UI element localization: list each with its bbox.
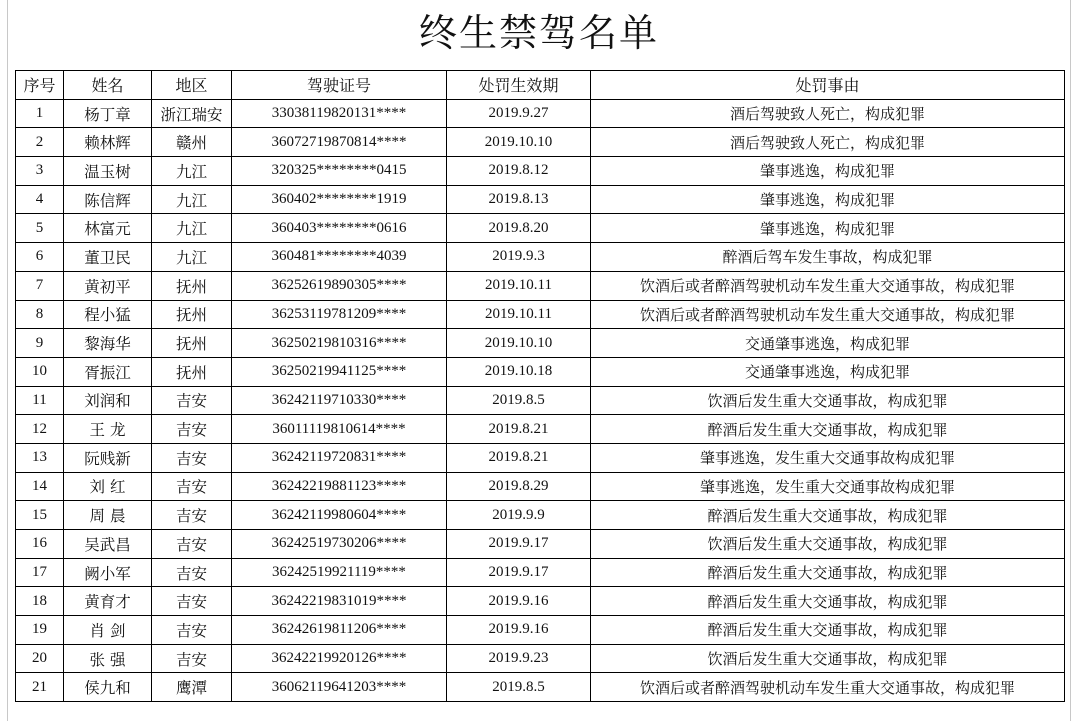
row-index: 7 xyxy=(16,271,64,300)
row-effective-date: 2019.8.13 xyxy=(447,185,591,214)
row-effective-date: 2019.8.5 xyxy=(447,673,591,702)
row-region: 吉安 xyxy=(152,501,232,530)
row-region: 抚州 xyxy=(152,357,232,386)
row-effective-date: 2019.10.11 xyxy=(447,271,591,300)
row-region: 吉安 xyxy=(152,530,232,559)
row-name: 董卫民 xyxy=(64,243,152,272)
row-region: 九江 xyxy=(152,243,232,272)
table-row xyxy=(16,128,1065,157)
row-reason: 酒后驾驶致人死亡，构成犯罪 xyxy=(591,128,1065,157)
row-license-number: 36242219881123**** xyxy=(232,472,447,501)
row-effective-date: 2019.9.16 xyxy=(447,616,591,645)
row-reason: 交通肇事逃逸，构成犯罪 xyxy=(591,329,1065,358)
row-license-number: 36011119810614**** xyxy=(232,415,447,444)
table-row xyxy=(16,357,1065,386)
row-index: 4 xyxy=(16,185,64,214)
row-effective-date: 2019.8.12 xyxy=(447,157,591,186)
row-reason: 饮酒后发生重大交通事故，构成犯罪 xyxy=(591,644,1065,673)
table-row xyxy=(16,644,1065,673)
column-header-reason: 处罚事由 xyxy=(591,71,1065,100)
row-name: 阙小军 xyxy=(64,558,152,587)
row-license-number: 36072719870814**** xyxy=(232,128,447,157)
row-license-number: 36242119720831**** xyxy=(232,443,447,472)
row-region: 鹰潭 xyxy=(152,673,232,702)
row-reason: 饮酒后或者醉酒驾驶机动车发生重大交通事故，构成犯罪 xyxy=(591,300,1065,329)
table-row xyxy=(16,501,1065,530)
row-region: 吉安 xyxy=(152,587,232,616)
table-row xyxy=(16,214,1065,243)
row-effective-date: 2019.8.21 xyxy=(447,443,591,472)
row-name: 陈信辉 xyxy=(64,185,152,214)
row-name: 黎海华 xyxy=(64,329,152,358)
row-index: 12 xyxy=(16,415,64,444)
row-region: 赣州 xyxy=(152,128,232,157)
table-header-row xyxy=(16,71,1065,100)
driving-ban-table xyxy=(15,70,1065,702)
row-license-number: 36242519921119**** xyxy=(232,558,447,587)
table-row xyxy=(16,386,1065,415)
row-region: 抚州 xyxy=(152,271,232,300)
row-license-number: 360402********1919 xyxy=(232,185,447,214)
row-reason: 醉酒后发生重大交通事故，构成犯罪 xyxy=(591,558,1065,587)
table-row xyxy=(16,587,1065,616)
row-effective-date: 2019.9.16 xyxy=(447,587,591,616)
row-license-number: 36242519730206**** xyxy=(232,530,447,559)
row-reason: 醉酒后发生重大交通事故，构成犯罪 xyxy=(591,415,1065,444)
row-effective-date: 2019.9.27 xyxy=(447,99,591,128)
row-reason: 醉酒后驾车发生事故，构成犯罪 xyxy=(591,243,1065,272)
column-header-effective-date: 处罚生效期 xyxy=(447,71,591,100)
row-name: 肖 剑 xyxy=(64,616,152,645)
row-reason: 肇事逃逸，发生重大交通事故构成犯罪 xyxy=(591,472,1065,501)
row-license-number: 33038119820131**** xyxy=(232,99,447,128)
row-name: 黄育才 xyxy=(64,587,152,616)
row-name: 胥振江 xyxy=(64,357,152,386)
row-reason: 肇事逃逸，发生重大交通事故构成犯罪 xyxy=(591,443,1065,472)
row-name: 温玉树 xyxy=(64,157,152,186)
row-effective-date: 2019.8.20 xyxy=(447,214,591,243)
row-effective-date: 2019.8.29 xyxy=(447,472,591,501)
row-region: 吉安 xyxy=(152,472,232,501)
row-effective-date: 2019.8.5 xyxy=(447,386,591,415)
row-index: 8 xyxy=(16,300,64,329)
row-index: 21 xyxy=(16,673,64,702)
row-region: 吉安 xyxy=(152,644,232,673)
column-header-region: 地区 xyxy=(152,71,232,100)
row-name: 吴武昌 xyxy=(64,530,152,559)
row-index: 17 xyxy=(16,558,64,587)
row-name: 赖林辉 xyxy=(64,128,152,157)
table-body xyxy=(16,99,1065,701)
row-reason: 醉酒后发生重大交通事故，构成犯罪 xyxy=(591,501,1065,530)
table-row xyxy=(16,415,1065,444)
row-effective-date: 2019.8.21 xyxy=(447,415,591,444)
row-license-number: 360403********0616 xyxy=(232,214,447,243)
table-row xyxy=(16,185,1065,214)
row-name: 王 龙 xyxy=(64,415,152,444)
row-license-number: 36242619811206**** xyxy=(232,616,447,645)
row-reason: 交通肇事逃逸，构成犯罪 xyxy=(591,357,1065,386)
table-row xyxy=(16,157,1065,186)
table-row xyxy=(16,558,1065,587)
row-name: 刘 红 xyxy=(64,472,152,501)
row-region: 九江 xyxy=(152,214,232,243)
row-effective-date: 2019.9.17 xyxy=(447,558,591,587)
row-license-number: 36253119781209**** xyxy=(232,300,447,329)
document-title: 终生禁驾名单 xyxy=(418,11,659,55)
row-effective-date: 2019.10.18 xyxy=(447,357,591,386)
row-region: 吉安 xyxy=(152,415,232,444)
row-region: 吉安 xyxy=(152,386,232,415)
row-index: 2 xyxy=(16,128,64,157)
row-license-number: 36242219920126**** xyxy=(232,644,447,673)
row-region: 抚州 xyxy=(152,329,232,358)
row-effective-date: 2019.10.10 xyxy=(447,128,591,157)
row-reason: 醉酒后发生重大交通事故，构成犯罪 xyxy=(591,587,1065,616)
row-license-number: 36250219941125**** xyxy=(232,357,447,386)
table-row xyxy=(16,329,1065,358)
row-region: 九江 xyxy=(152,185,232,214)
row-effective-date: 2019.9.9 xyxy=(447,501,591,530)
row-region: 浙江瑞安 xyxy=(152,99,232,128)
row-effective-date: 2019.9.23 xyxy=(447,644,591,673)
row-license-number: 36242119980604**** xyxy=(232,501,447,530)
row-reason: 饮酒后或者醉酒驾驶机动车发生重大交通事故，构成犯罪 xyxy=(591,673,1065,702)
document-sheet xyxy=(7,0,1071,721)
row-index: 20 xyxy=(16,644,64,673)
row-region: 抚州 xyxy=(152,300,232,329)
row-license-number: 360481********4039 xyxy=(232,243,447,272)
row-name: 阮贱新 xyxy=(64,443,152,472)
row-effective-date: 2019.10.10 xyxy=(447,329,591,358)
row-region: 吉安 xyxy=(152,558,232,587)
row-reason: 肇事逃逸，构成犯罪 xyxy=(591,185,1065,214)
row-license-number: 36062119641203**** xyxy=(232,673,447,702)
table-row xyxy=(16,673,1065,702)
row-license-number: 36242219831019**** xyxy=(232,587,447,616)
row-name: 杨丁章 xyxy=(64,99,152,128)
row-index: 1 xyxy=(16,99,64,128)
column-header-name: 姓名 xyxy=(64,71,152,100)
row-region: 吉安 xyxy=(152,443,232,472)
row-name: 周 晨 xyxy=(64,501,152,530)
row-reason: 醉酒后发生重大交通事故，构成犯罪 xyxy=(591,616,1065,645)
row-license-number: 36242119710330**** xyxy=(232,386,447,415)
row-index: 5 xyxy=(16,214,64,243)
row-region: 九江 xyxy=(152,157,232,186)
row-index: 6 xyxy=(16,243,64,272)
row-index: 19 xyxy=(16,616,64,645)
row-name: 程小猛 xyxy=(64,300,152,329)
row-reason: 饮酒后发生重大交通事故，构成犯罪 xyxy=(591,386,1065,415)
row-reason: 肇事逃逸，构成犯罪 xyxy=(591,157,1065,186)
row-effective-date: 2019.9.17 xyxy=(447,530,591,559)
row-name: 刘润和 xyxy=(64,386,152,415)
row-reason: 肇事逃逸，构成犯罪 xyxy=(591,214,1065,243)
table-row xyxy=(16,300,1065,329)
table-row xyxy=(16,271,1065,300)
row-index: 11 xyxy=(16,386,64,415)
column-header-license-number: 驾驶证号 xyxy=(232,71,447,100)
row-name: 黄初平 xyxy=(64,271,152,300)
row-license-number: 36250219810316**** xyxy=(232,329,447,358)
table-row xyxy=(16,243,1065,272)
row-region: 吉安 xyxy=(152,616,232,645)
column-header-index: 序号 xyxy=(16,71,64,100)
row-index: 15 xyxy=(16,501,64,530)
row-effective-date: 2019.10.11 xyxy=(447,300,591,329)
table-row xyxy=(16,616,1065,645)
row-reason: 饮酒后或者醉酒驾驶机动车发生重大交通事故，构成犯罪 xyxy=(591,271,1065,300)
row-license-number: 36252619890305**** xyxy=(232,271,447,300)
row-name: 侯九和 xyxy=(64,673,152,702)
row-name: 林富元 xyxy=(64,214,152,243)
row-index: 16 xyxy=(16,530,64,559)
row-effective-date: 2019.9.3 xyxy=(447,243,591,272)
table-row xyxy=(16,443,1065,472)
table-row xyxy=(16,530,1065,559)
row-index: 10 xyxy=(16,357,64,386)
table-row xyxy=(16,472,1065,501)
row-reason: 饮酒后发生重大交通事故，构成犯罪 xyxy=(591,530,1065,559)
row-name: 张 强 xyxy=(64,644,152,673)
row-index: 9 xyxy=(16,329,64,358)
row-index: 13 xyxy=(16,443,64,472)
table-row xyxy=(16,99,1065,128)
row-index: 18 xyxy=(16,587,64,616)
row-index: 14 xyxy=(16,472,64,501)
row-reason: 酒后驾驶致人死亡，构成犯罪 xyxy=(591,99,1065,128)
row-license-number: 320325********0415 xyxy=(232,157,447,186)
row-index: 3 xyxy=(16,157,64,186)
